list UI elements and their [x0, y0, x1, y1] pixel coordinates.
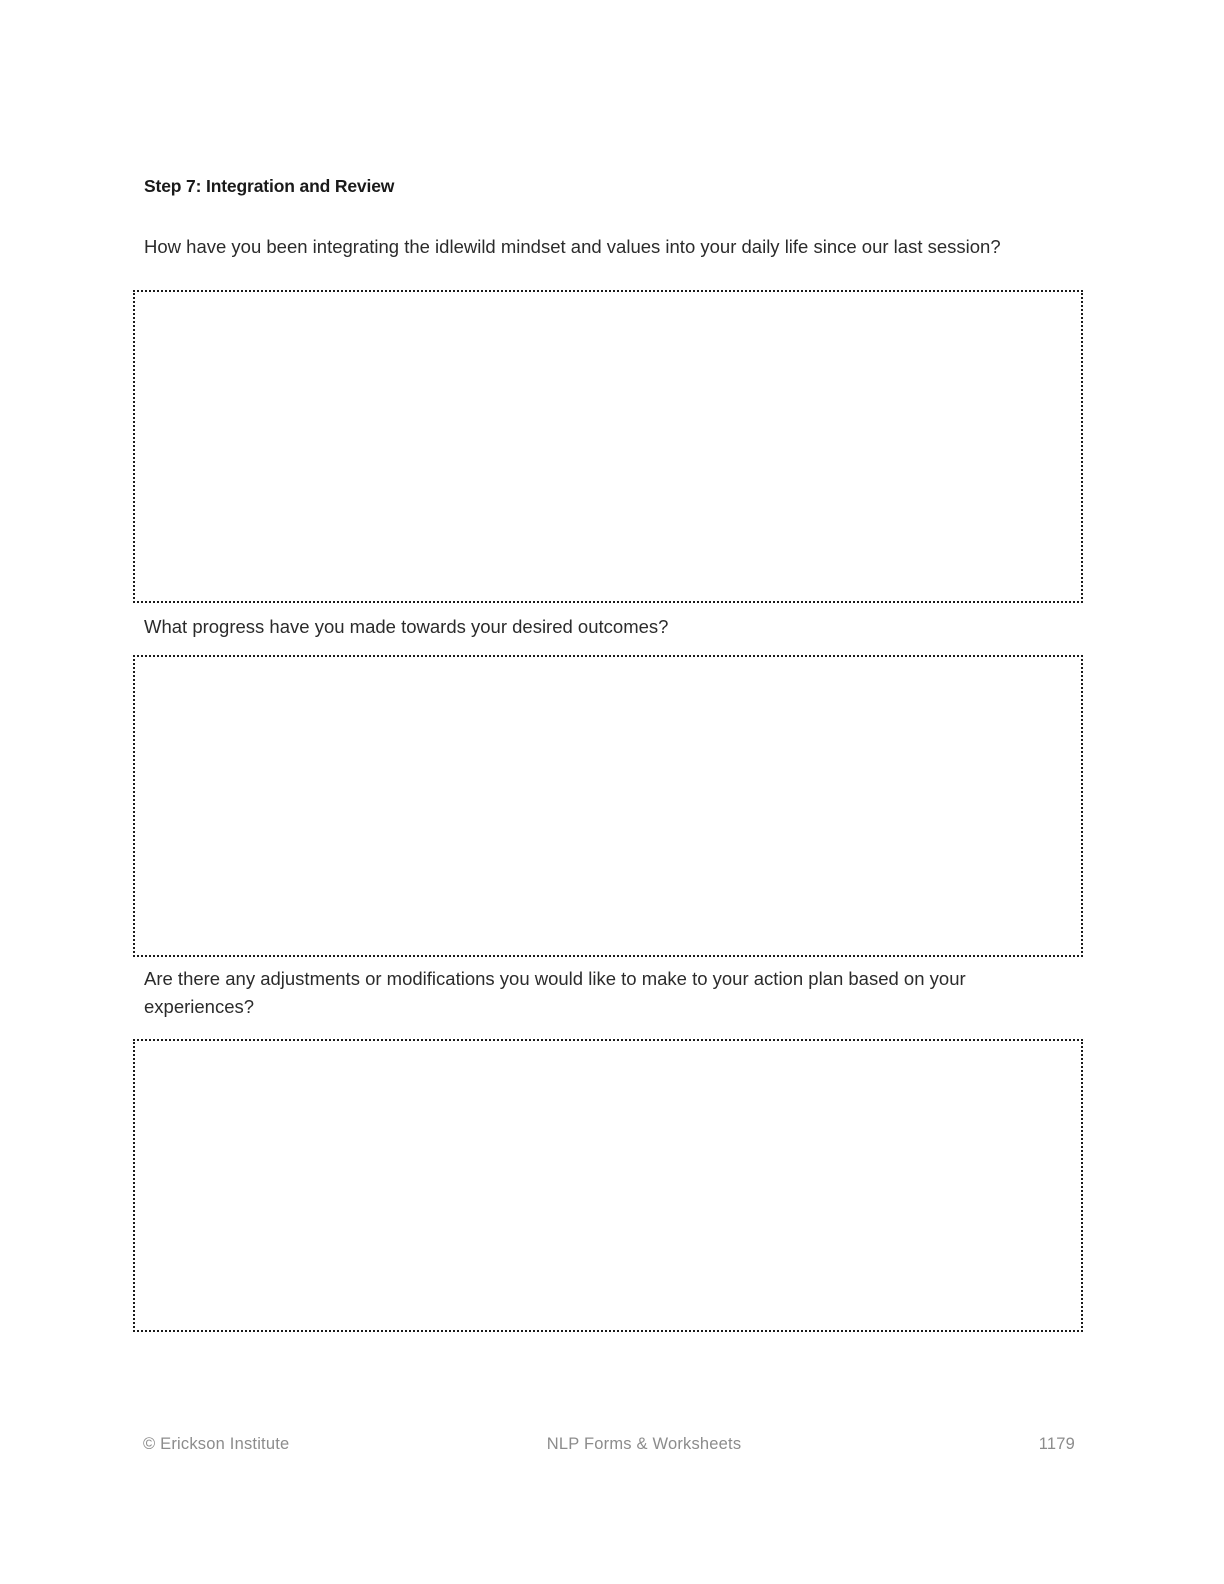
footer-page-number: 1179: [1038, 1435, 1075, 1453]
page-footer: [143, 1435, 1075, 1454]
footer-copyright: © Erickson Institute: [143, 1435, 290, 1453]
question-1-label: How have you been integrating the idlewild mindset and values into your daily life since our last session?: [144, 236, 1001, 257]
question-3-label: Are there any adjustments or modifications you would like to make to your action plan based on your experiences?: [144, 968, 966, 1018]
worksheet-content: [133, 176, 1083, 1332]
footer-title: NLP Forms & Worksheets: [546, 1435, 742, 1453]
question-2-label: What progress have you made towards your desired outcomes?: [144, 616, 669, 638]
answer-box-2[interactable]: [133, 655, 1083, 957]
page-title: Step 7: Integration and Review: [144, 176, 395, 196]
answer-box-1[interactable]: [133, 290, 1083, 603]
answer-box-3[interactable]: [133, 1039, 1083, 1332]
